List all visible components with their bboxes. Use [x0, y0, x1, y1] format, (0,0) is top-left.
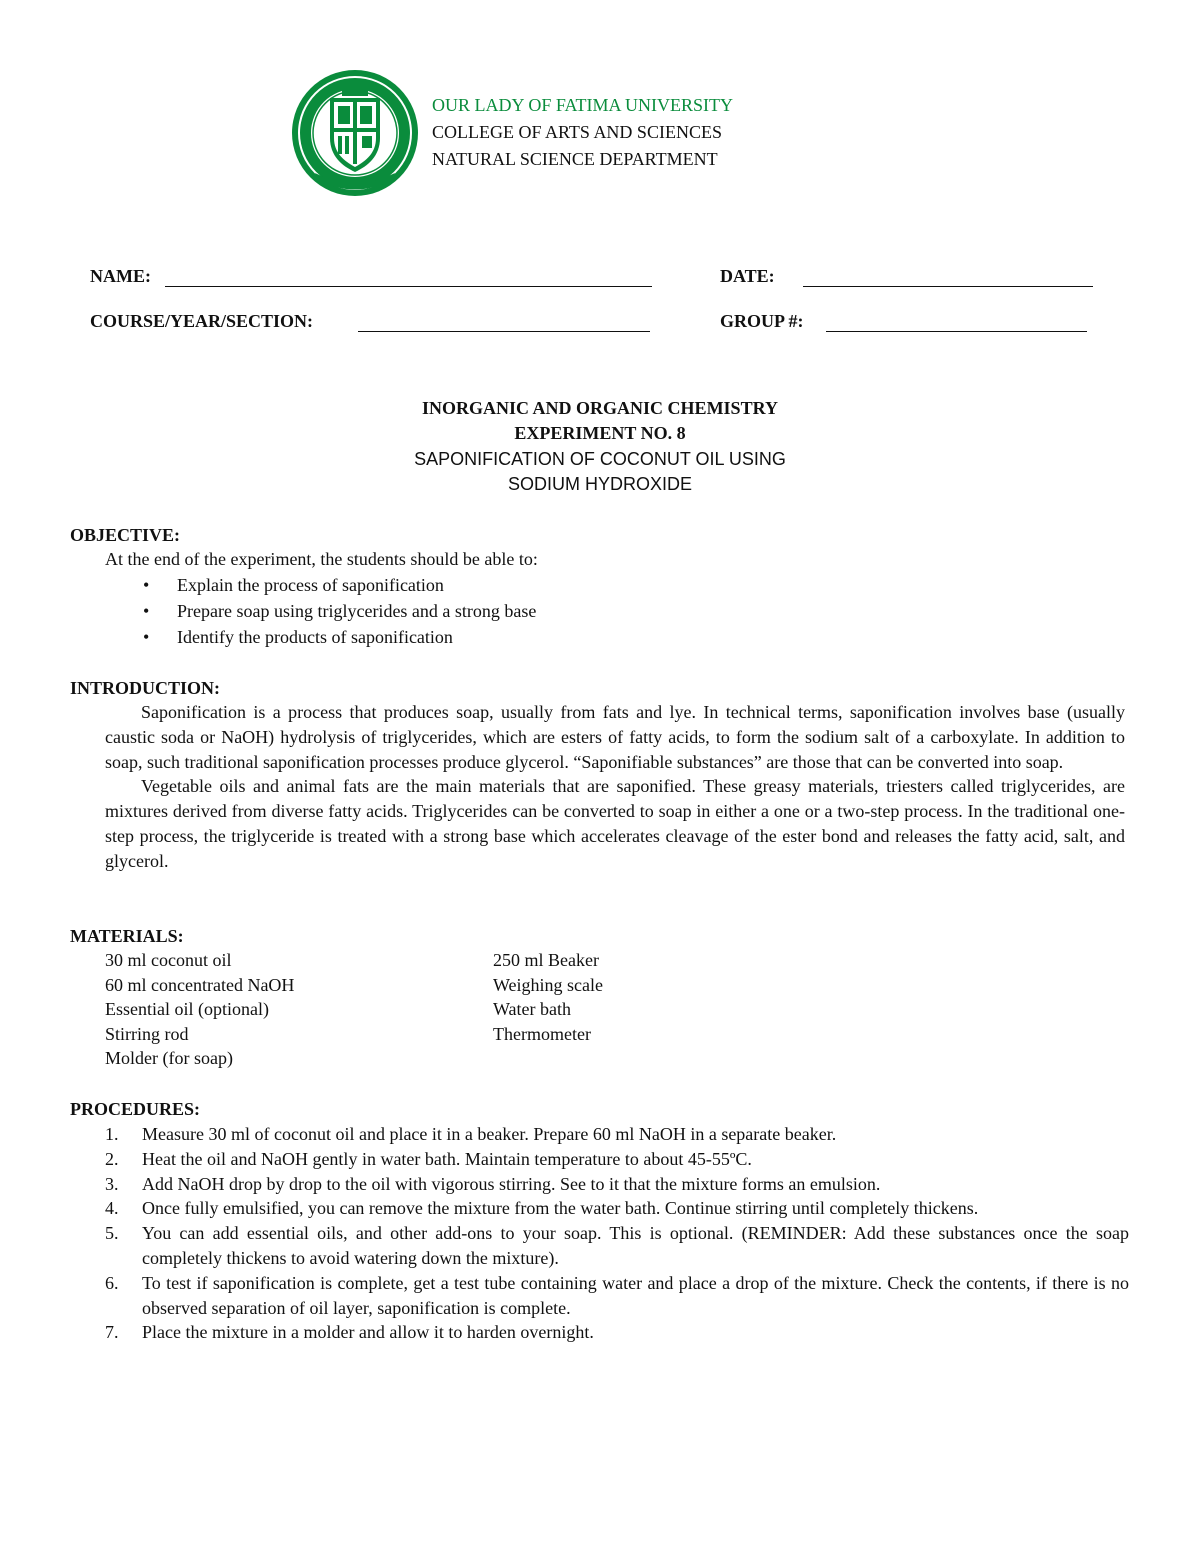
objective-heading: OBJECTIVE: — [70, 525, 181, 545]
list-item — [105, 1147, 1129, 1172]
step-number: 7. — [105, 1322, 119, 1343]
list-item — [105, 1172, 1129, 1197]
materials-list-right — [493, 948, 853, 1046]
list-item — [105, 1196, 1129, 1221]
course-field[interactable] — [358, 313, 650, 332]
step-text: Measure 30 ml of coconut oil and place it in a beaker. Prepare 60 ml NaOH in a separate beaker. — [142, 1124, 837, 1144]
introduction-paragraph: Vegetable oils and animal fats are the main materials that are saponified. These greasy materials, triesters called triglycerides, are mixtures derived from diverse fatty acids. Triglycerides can be converted to soap in either a one or a two-step process. In the traditional one-step process, the triglyceride is treated with a strong base which accelerates cleavage of the ester bond and releases the fatty acid, salt, and glycerol. — [105, 776, 1125, 871]
step-text: Once fully emulsified, you can remove the mixture from the water bath. Continue stirring until completely thickens. — [142, 1198, 979, 1219]
subject-title: INORGANIC AND ORGANIC CHEMISTRY — [422, 398, 778, 418]
step-text: Place the mixture in a molder and allow it to harden overnight. — [142, 1322, 594, 1343]
name-field[interactable] — [165, 268, 652, 287]
university-name: OUR LADY OF FATIMA UNIVERSITY — [432, 95, 734, 115]
step-number: 2. — [105, 1148, 119, 1169]
experiment-number: EXPERIMENT NO. 8 — [514, 423, 686, 443]
list-item: Weighing scale — [493, 974, 604, 995]
objective-lead: At the end of the experiment, the students should be able to: — [105, 549, 538, 569]
step-number: 6. — [105, 1272, 119, 1293]
college-name: COLLEGE OF ARTS AND SCIENCES — [432, 122, 722, 142]
group-label: GROUP #: — [720, 311, 804, 331]
step-text: Add NaOH drop by drop to the oil with vigorous stirring. See to it that the mixture forms an emulsion. — [142, 1173, 881, 1194]
list-item: • Prepare soap using triglycerides and a strong base — [105, 598, 1005, 624]
list-item: Water bath — [493, 999, 572, 1020]
step-number: 1. — [105, 1124, 119, 1144]
introduction-paragraph: Saponification is a process that produces soap, usually from fats and lye. In technical terms, saponification involves base (usually caustic soda or NaOH) hydrolysis of triglycerides, which are esters of fatty acids, to form the sodium salt of a carboxylate. In addition to soap, such traditional saponification processes produce glycerol. “Saponifiable substances” are those that can be converted into soap. — [105, 702, 1125, 772]
department-name: NATURAL SCIENCE DEPARTMENT — [432, 149, 718, 169]
step-number: 3. — [105, 1173, 119, 1194]
materials-heading: MATERIALS: — [70, 926, 184, 946]
step-text: You can add essential oils, and other add-ons to your soap. This is optional. (REMINDER: Add these substances once the soap completely thickens to avoid watering down the mixture). — [142, 1223, 1129, 1268]
list-item: 30 ml coconut oil — [105, 950, 232, 970]
step-text: To test if saponification is complete, get a test tube containing water and place a drop of the mixture. Check the contents, if there is no observed separation of oil layer, saponification is complete. — [142, 1272, 1129, 1318]
list-item: Molder (for soap) — [105, 1048, 233, 1069]
university-seal-icon — [290, 68, 420, 198]
step-number: 4. — [105, 1198, 119, 1219]
procedures-heading: PROCEDURES: — [70, 1099, 201, 1119]
list-item: • Explain the process of saponification — [105, 572, 1005, 598]
name-label: NAME: — [90, 266, 151, 286]
step-number: 5. — [105, 1223, 119, 1244]
date-field[interactable] — [803, 268, 1093, 287]
step-text: Heat the oil and NaOH gently in water bath. Maintain temperature to about 45-55ºC. — [142, 1148, 752, 1169]
experiment-topic-line2: SODIUM HYDROXIDE — [507, 474, 693, 494]
bullet-icon: • — [143, 601, 150, 621]
procedures-list — [105, 1122, 1129, 1345]
bullet-icon: • — [143, 575, 150, 595]
course-label: COURSE/YEAR/SECTION: — [90, 311, 314, 331]
list-item: Thermometer — [493, 1023, 591, 1044]
list-item — [105, 1122, 1129, 1147]
experiment-topic-line1: SAPONIFICATION OF COCONUT OIL USING — [414, 449, 786, 469]
list-item: • Identify the products of saponification — [105, 624, 1005, 650]
objective-list — [105, 572, 1005, 650]
bullet-icon: • — [143, 627, 150, 647]
list-item: Stirring rod — [105, 1023, 189, 1044]
group-field[interactable] — [826, 313, 1087, 332]
introduction-heading: INTRODUCTION: — [70, 678, 221, 698]
list-item — [105, 1271, 1129, 1321]
list-item — [105, 1320, 1129, 1345]
list-item: 250 ml Beaker — [493, 950, 599, 970]
date-label: DATE: — [720, 266, 775, 286]
introduction-body — [105, 700, 1125, 874]
list-item: 60 ml concentrated NaOH — [105, 974, 295, 995]
list-item: Essential oil (optional) — [105, 999, 269, 1020]
list-item — [105, 1221, 1129, 1271]
materials-list-left — [105, 948, 465, 1071]
